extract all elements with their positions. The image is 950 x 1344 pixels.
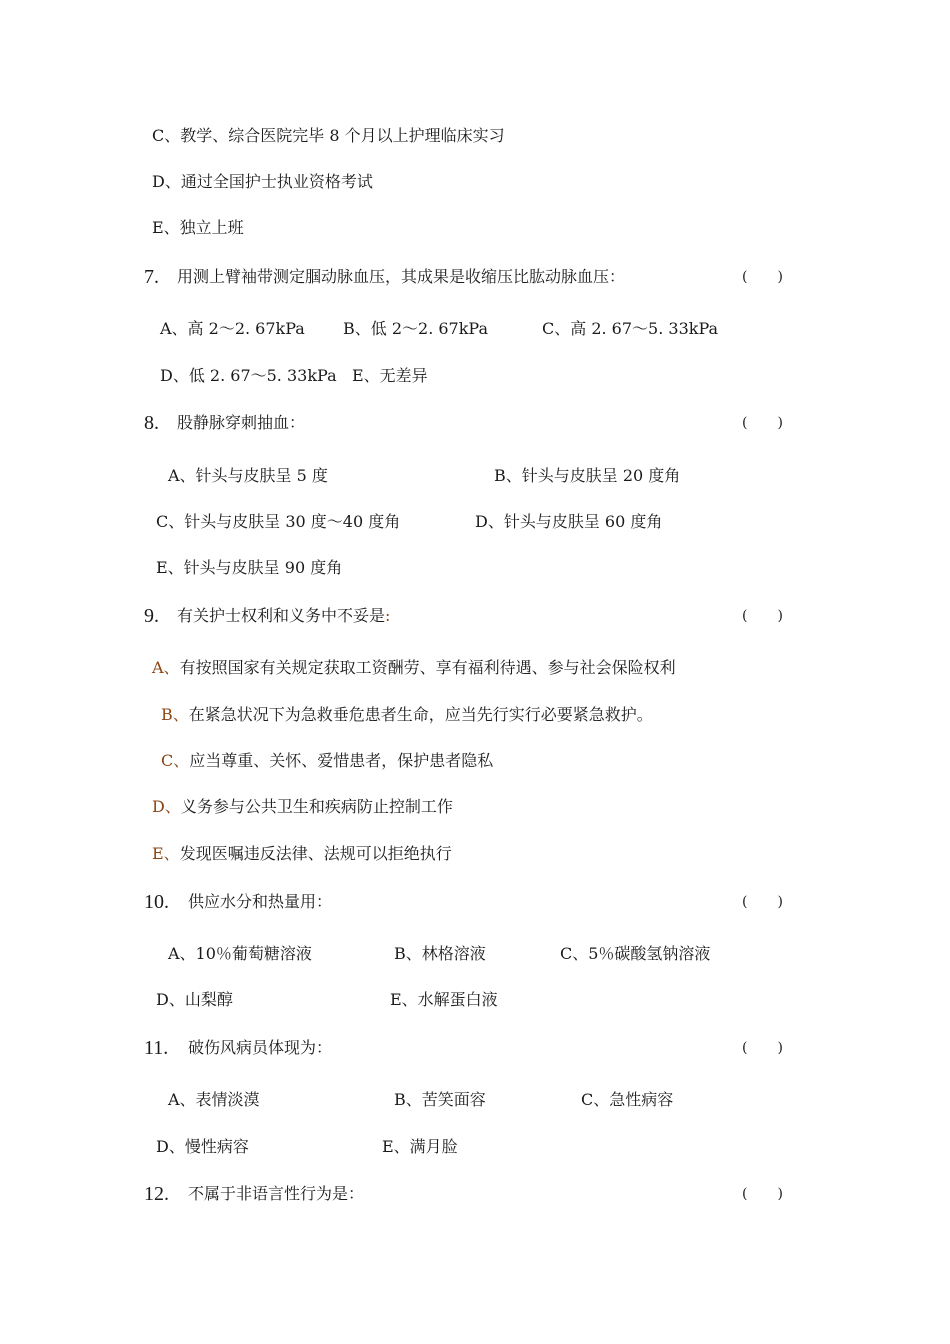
answer-blank-7[interactable]: ( ) bbox=[742, 269, 783, 285]
q9-option-b: B、在紧急状况下为急救垂危患者生命，应当先行实行必要紧急救护。 bbox=[161, 705, 653, 724]
q11-option-e: E、满月脸 bbox=[382, 1137, 458, 1156]
option-d: D、通过全国护士执业资格考试 bbox=[152, 172, 373, 191]
question-text-10: 供应水分和热量用： bbox=[188, 892, 333, 911]
q7-option-c: C、高 2. 67～5. 33kPa bbox=[542, 319, 719, 338]
q8-option-d: D、针头与皮肤呈 60 度角 bbox=[475, 512, 663, 531]
q8-option-a: A、针头与皮肤呈 5 度 bbox=[168, 466, 328, 485]
question-text-11: 破伤风病员体现为： bbox=[188, 1038, 333, 1057]
q8-option-b: B、针头与皮肤呈 20 度角 bbox=[494, 466, 681, 485]
q11-option-c: C、急性病容 bbox=[581, 1090, 674, 1109]
q7-option-d: D、低 2. 67～5. 33kPa bbox=[160, 366, 337, 385]
q7-option-e: E、无差异 bbox=[352, 366, 428, 385]
question-text-9: 有关护士权利和义务中不妥是: bbox=[177, 606, 391, 625]
question-number-9: 9. bbox=[144, 605, 159, 627]
answer-blank-8[interactable]: ( ) bbox=[742, 415, 783, 431]
q9-option-a: A、有按照国家有关规定获取工资酬劳、享有福利待遇、参与社会保险权利 bbox=[152, 658, 676, 677]
question-number-12: 12. bbox=[144, 1183, 169, 1205]
answer-blank-9[interactable]: ( ) bbox=[742, 608, 783, 624]
question-number-7: 7. bbox=[144, 266, 159, 288]
q10-option-e: E、水解蛋白液 bbox=[390, 990, 498, 1009]
q10-option-b: B、林格溶液 bbox=[394, 944, 486, 963]
answer-blank-10[interactable]: ( ) bbox=[742, 894, 783, 910]
option-e: E、独立上班 bbox=[152, 218, 244, 237]
question-text-12: 不属于非语言性行为是： bbox=[188, 1184, 365, 1203]
q8-option-e: E、针头与皮肤呈 90 度角 bbox=[156, 558, 343, 577]
q9-option-c: C、应当尊重、关怀、爱惜患者，保护患者隐私 bbox=[161, 751, 494, 770]
q11-option-a: A、表情淡漠 bbox=[168, 1090, 260, 1109]
q7-option-a: A、高 2～2. 67kPa bbox=[160, 319, 305, 338]
answer-blank-11[interactable]: ( ) bbox=[742, 1040, 783, 1056]
question-text-7: 用测上臂袖带测定腘动脉血压，其成果是收缩压比肱动脉血压： bbox=[177, 267, 626, 286]
question-number-10: 10. bbox=[144, 891, 169, 913]
question-number-8: 8. bbox=[144, 412, 159, 434]
q10-option-c: C、5％碳酸氢钠溶液 bbox=[560, 944, 711, 963]
q11-option-d: D、慢性病容 bbox=[156, 1137, 249, 1156]
option-c: C、教学、综合医院完毕 8 个月以上护理临床实习 bbox=[152, 126, 505, 145]
q10-option-d: D、山梨醇 bbox=[156, 990, 233, 1009]
answer-blank-12[interactable]: ( ) bbox=[742, 1186, 783, 1202]
q8-option-c: C、针头与皮肤呈 30 度～40 度角 bbox=[156, 512, 401, 531]
q7-option-b: B、低 2～2. 67kPa bbox=[343, 319, 489, 338]
question-number-11: 11. bbox=[144, 1037, 169, 1059]
q9-option-e: E、发现医嘱违反法律、法规可以拒绝执行 bbox=[152, 844, 452, 863]
q10-option-a: A、10％葡萄糖溶液 bbox=[168, 944, 312, 963]
q11-option-b: B、苦笑面容 bbox=[394, 1090, 486, 1109]
q9-option-d: D、义务参与公共卫生和疾病防止控制工作 bbox=[152, 797, 453, 816]
question-text-8: 股静脉穿刺抽血： bbox=[177, 413, 306, 432]
